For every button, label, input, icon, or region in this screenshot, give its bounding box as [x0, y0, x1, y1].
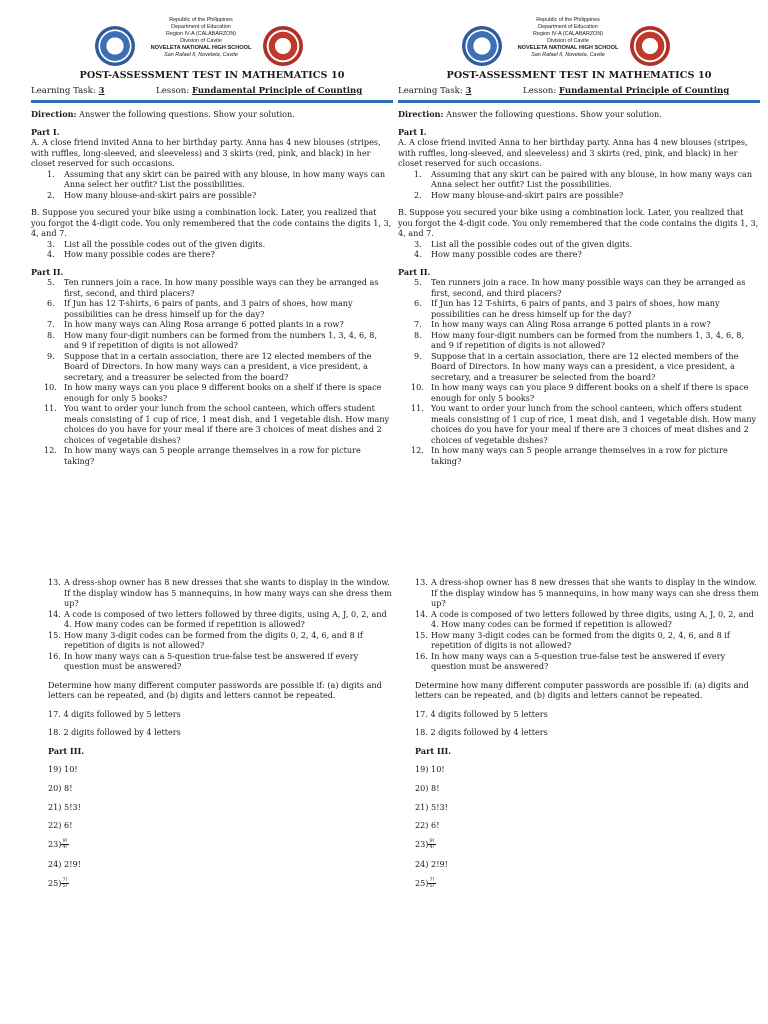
list-item: 21) 5!3! — [48, 801, 81, 812]
part-1-b-list — [398, 239, 760, 260]
list-item: 3. List all the possible codes out of the given digits. — [414, 238, 633, 249]
list-item: 25) $\frac{7!}{5!}$ — [415, 876, 435, 890]
list-item: 8. How many four-digit numbers can be formed from the numbers 1, 3, 4, 6, 8, and 9 if repetition of digits is not allowed? — [47, 329, 378, 350]
list-item: 7. In how many ways can Aling Rosa arrange 6 potted plants in a row? — [47, 319, 344, 329]
part-2-list-continued — [48, 577, 393, 672]
school-address: San Rafael II, Noveleta, Cavite — [164, 52, 238, 58]
list-item: 5. Ten runners join a race. In how many possible ways can they be arranged as first, second, and third placers? — [47, 277, 379, 298]
school-seal-logo — [630, 26, 670, 66]
list-item: 15. How many 3-digit codes can be formed from the digits 0, 2, 4, 6, and 8 if repetition of digits is not allowed? — [48, 629, 363, 650]
list-item: 16. In how many ways can a 5-question true-false test be answered if every question must be answered? — [48, 650, 359, 671]
list-item: 5. Ten runners join a race. In how many possible ways can they be arranged as first, second, and third placers? — [414, 277, 746, 298]
learning-task: Learning Task: 3 — [31, 86, 105, 96]
header-line: Region IV-A (CALABARZON) — [532, 31, 604, 37]
part-1-b-intro: B. Suppose you secured your bike using a combination lock. Later, you realized that you forgot the 4-digit code. You only remembered that the code contains the digits 1, 3, 4, and 7. — [398, 207, 759, 238]
list-item: 20) 8! — [415, 783, 440, 794]
page-title: POST-ASSESSMENT TEST IN MATHEMATICS 10 — [79, 70, 345, 81]
list-item: 7. In how many ways can Aling Rosa arrange 6 potted plants in a row? — [414, 319, 711, 329]
list-item: 23) $\frac{9!}{4!}$ — [415, 837, 435, 851]
part-2-heading: Part II. — [31, 266, 64, 277]
header-text — [506, 17, 630, 59]
list-item: 22) 6! — [415, 820, 440, 831]
header-line: Division of Cavite — [547, 38, 589, 44]
header-rule — [398, 100, 760, 103]
learning-task: Learning Task: 3 — [398, 86, 472, 96]
school-seal-logo — [263, 26, 303, 66]
lesson: Lesson: Fundamental Principle of Counting — [523, 86, 730, 96]
header-line: Region IV-A (CALABARZON) — [165, 31, 237, 37]
list-item: 12. In how many ways can 5 people arrange themselves in a row for picture taking? — [411, 445, 728, 466]
list-item: 11. You want to order your lunch from the school canteen, which offers student meals consisting of 1 cup of rice, 1 meat dish, and 1 vegetable dish. How many choices do you have for your meal if there are 3 choices of meat dishes and 2 choices of vegetable dishes? — [44, 403, 390, 445]
list-item: 11. You want to order your lunch from the school canteen, which offers student meals consisting of 1 cup of rice, 1 meat dish, and 1 vegetable dish. How many choices do you have for your meal if there are 3 choices of meat dishes and 2 choices of vegetable dishes? — [411, 403, 757, 445]
list-item: 18. 2 digits followed by 4 letters — [415, 727, 548, 738]
lesson: Lesson: Fundamental Principle of Counting — [156, 86, 363, 96]
list-item: 17. 4 digits followed by 5 letters — [415, 708, 548, 719]
list-item: 12. In how many ways can 5 people arrange themselves in a row for picture taking? — [44, 445, 361, 466]
list-item: 18. 2 digits followed by 4 letters — [48, 727, 181, 738]
list-item: 4. How many possible codes are there? — [47, 249, 215, 259]
list-item: 9. Suppose that in a certain association, there are 12 elected members of the Board of Directors. In how many ways can a president, a vice president, a secretary, and a treasurer be selected from the board? — [47, 350, 372, 382]
list-item: 24) 2!9! — [48, 858, 81, 869]
part-2-heading: Part II. — [398, 266, 431, 277]
list-item: 6. If Jun has 12 T-shirts, 6 pairs of pants, and 3 pairs of shoes, how many possibilities can he dress himself up for the day? — [47, 298, 353, 319]
list-item: 14. A code is composed of two letters followed by three digits, using A, J, 0, 2, and 4. How many codes can be formed if repetition is allowed? — [48, 608, 387, 629]
part-2-list — [398, 277, 760, 466]
part-3-heading: Part III. — [415, 745, 452, 756]
page-title: POST-ASSESSMENT TEST IN MATHEMATICS 10 — [446, 70, 712, 81]
list-item: 3. List all the possible codes out of the given digits. — [47, 238, 266, 249]
list-item: 17. 4 digits followed by 5 letters — [48, 708, 181, 719]
direction: Direction: Answer the following questions. Show your solution. — [31, 109, 295, 119]
list-item: 22) 6! — [48, 820, 73, 831]
part-1-a-intro: A. A close friend invited Anna to her birthday party. Anna has 4 new blouses (stripes, with ruffles, long-sleeved, and sleeveless) and 3 skirts (red, pink, and black) in her closet reserved for such occasions. — [31, 137, 381, 168]
worksheet-copy-right — [398, 0, 760, 1024]
list-item: 23) $\frac{9!}{4!}$ — [48, 837, 68, 851]
list-item: 8. How many four-digit numbers can be formed from the numbers 1, 3, 4, 6, 8, and 9 if repetition of digits is not allowed? — [414, 329, 745, 350]
list-item: 21) 5!3! — [415, 801, 448, 812]
part-1-a-intro: A. A close friend invited Anna to her birthday party. Anna has 4 new blouses (stripes, with ruffles, long-sleeved, and sleeveless) and 3 skirts (red, pink, and black) in her closet reserved for such occasions. — [398, 137, 748, 168]
school-name: NOVELETA NATIONAL HIGH SCHOOL — [150, 45, 252, 51]
deped-seal-logo — [95, 26, 135, 66]
questions-bottom — [415, 577, 760, 898]
header-rule — [31, 100, 393, 103]
worksheet-copy-left — [31, 0, 393, 1024]
list-item: 1. Assuming that any skirt can be paired with any blouse, in how many ways can Anna select her outfit? List the possibilities. — [414, 168, 753, 189]
fraction: $\frac{7!}{5!}$ — [429, 876, 435, 890]
part-3-heading: Part III. — [48, 745, 85, 756]
header-line: Department of Education — [171, 24, 231, 30]
header-line: Republic of the Philippines — [536, 17, 600, 23]
list-item: 10. In how many ways can you place 9 different books on a shelf if there is space enough for only 5 books? — [411, 382, 749, 403]
questions-top — [398, 109, 760, 466]
fraction: $\frac{9!}{4!}$ — [429, 837, 435, 851]
list-item: 13. A dress-shop owner has 8 new dresses that she wants to display in the window. If the display window has 5 mannequins, in how many ways can she dress them up? — [415, 577, 759, 608]
part-1-b-intro: B. Suppose you secured your bike using a combination lock. Later, you realized that you forgot the 4-digit code. You only remembered that the code contains the digits 1, 3, 4, and 7. — [31, 207, 392, 238]
page-header — [31, 0, 393, 68]
part-1-b-list — [31, 239, 393, 260]
list-item: 15. How many 3-digit codes can be formed from the digits 0, 2, 4, 6, and 8 if repetition of digits is not allowed? — [415, 629, 730, 650]
list-item: 14. A code is composed of two letters followed by three digits, using A, J, 0, 2, and 4. How many codes can be formed if repetition is allowed? — [415, 608, 754, 629]
part-2-list-continued — [415, 577, 760, 672]
list-item: 20) 8! — [48, 783, 73, 794]
passwords-intro: Determine how many different computer passwords are possible if: (a) digits and letters can be repeated, and (b) digits and letters cannot be repeated. — [415, 679, 749, 701]
list-item: 25) $\frac{7!}{5!}$ — [48, 876, 68, 890]
part-1-a-list — [398, 169, 760, 201]
page-header — [398, 0, 760, 68]
part-1-heading: Part I. — [31, 126, 60, 137]
header-line: Republic of the Philippines — [169, 17, 233, 23]
questions-bottom — [48, 577, 393, 898]
list-item: 1. Assuming that any skirt can be paired with any blouse, in how many ways can Anna select her outfit? List the possibilities. — [47, 168, 386, 189]
deped-seal-logo — [462, 26, 502, 66]
passwords-intro: Determine how many different computer passwords are possible if: (a) digits and letters can be repeated, and (b) digits and letters cannot be repeated. — [48, 679, 382, 701]
list-item: 24) 2!9! — [415, 858, 448, 869]
part-1-a-list — [31, 169, 393, 201]
fraction: $\frac{9!}{4!}$ — [62, 837, 68, 851]
list-item: 13. A dress-shop owner has 8 new dresses that she wants to display in the window. If the display window has 5 mannequins, in how many ways can she dress them up? — [48, 577, 392, 608]
header-text — [139, 17, 263, 59]
list-item: 19) 10! — [415, 764, 445, 775]
direction: Direction: Answer the following questions. Show your solution. — [398, 109, 662, 119]
list-item: 2. How many blouse-and-skirt pairs are possible? — [414, 189, 624, 200]
list-item: 4. How many possible codes are there? — [414, 249, 582, 259]
list-item: 16. In how many ways can a 5-question true-false test be answered if every question must be answered? — [415, 650, 726, 671]
list-item: 19) 10! — [48, 764, 78, 775]
header-line: Division of Cavite — [180, 38, 222, 44]
header-line: Department of Education — [538, 24, 598, 30]
fraction: $\frac{7!}{5!}$ — [62, 876, 68, 890]
list-item: 10. In how many ways can you place 9 different books on a shelf if there is space enough for only 5 books? — [44, 382, 382, 403]
part-2-list — [31, 277, 393, 466]
school-name: NOVELETA NATIONAL HIGH SCHOOL — [517, 45, 619, 51]
list-item: 2. How many blouse-and-skirt pairs are possible? — [47, 189, 257, 200]
part-1-heading: Part I. — [398, 126, 427, 137]
list-item: 6. If Jun has 12 T-shirts, 6 pairs of pants, and 3 pairs of shoes, how many possibilities can he dress himself up for the day? — [414, 298, 720, 319]
questions-top — [31, 109, 393, 466]
school-address: San Rafael II, Noveleta, Cavite — [531, 52, 605, 58]
list-item: 9. Suppose that in a certain association, there are 12 elected members of the Board of Directors. In how many ways can a president, a vice president, a secretary, and a treasurer be selected from the board? — [414, 350, 739, 382]
